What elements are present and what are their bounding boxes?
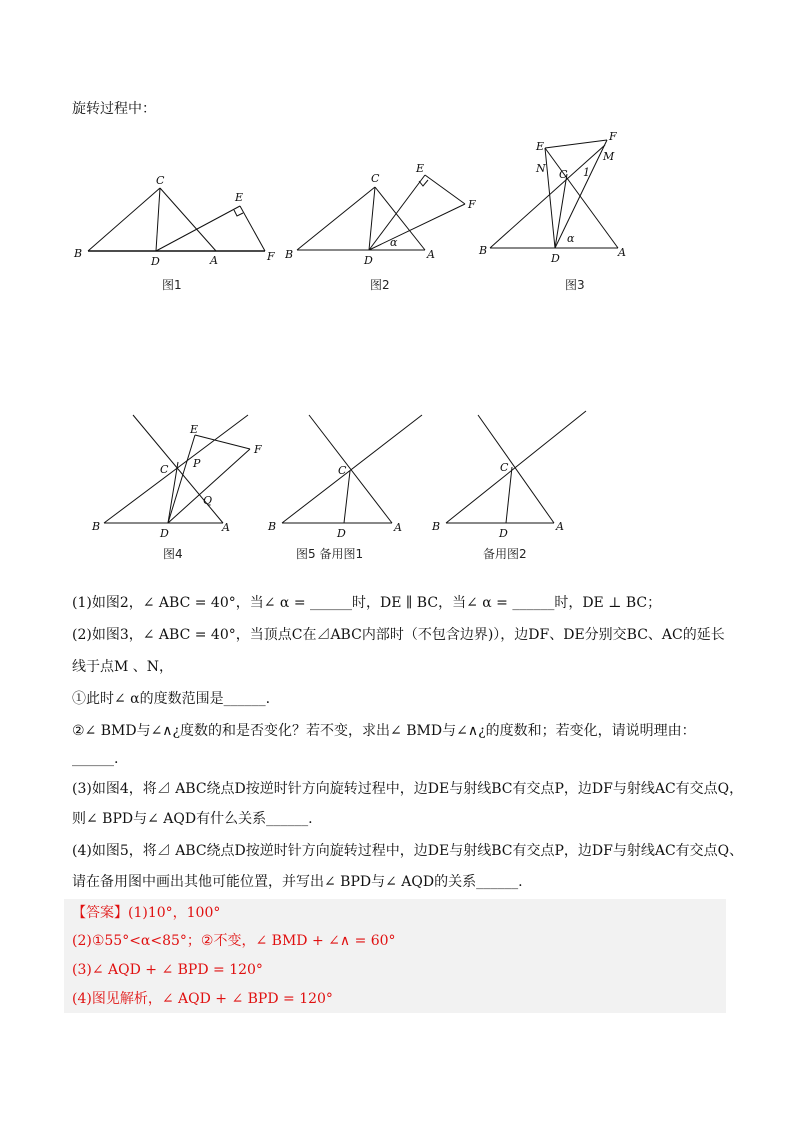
figure-5-caption: 图5 备用图1 bbox=[296, 547, 364, 561]
question-4-line-1: (4)如图5，将⊿ ABC绕点D按逆时针方向旋转过程中，边DE与射线BC有交点P，边DF与射线AC有交点Q、 bbox=[72, 843, 744, 859]
figure-1-caption: 图1 bbox=[162, 278, 182, 292]
label-d: D bbox=[151, 255, 160, 268]
question-3-line-1: (3)如图4，将⊿ ABC绕点D按逆时针方向旋转过程中，边DE与射线BC有交点P，边DF与射线AC有交点Q， bbox=[72, 781, 744, 797]
label-c: C bbox=[156, 174, 165, 187]
figure-backup-2-caption: 备用图2 bbox=[483, 547, 527, 561]
label-a: A bbox=[427, 248, 435, 261]
question-1: (1)如图2，∠ ABC = 40°，当∠ α = ______时，DE ∥ BC，当∠ α = ______时，DE ⊥ BC； bbox=[72, 595, 662, 611]
figure-4-caption: 图4 bbox=[163, 547, 183, 561]
question-3-line-2: 则∠ BPD与∠ AQD有什么关系______. bbox=[72, 811, 313, 827]
question-2-blank: ______. bbox=[72, 751, 119, 767]
label-b: B bbox=[268, 520, 277, 533]
label-e: E bbox=[235, 191, 244, 204]
answer-1-line bbox=[72, 902, 220, 924]
label-e: E bbox=[536, 140, 545, 153]
intro-text: 旋转过程中： bbox=[72, 101, 156, 117]
label-alpha: α bbox=[567, 232, 575, 245]
label-a: A bbox=[556, 520, 564, 533]
label-n: N bbox=[536, 162, 546, 175]
answer-2: (2)①55°<α<85°；②不变，∠ BMD + ∠∧ = 60° bbox=[72, 933, 396, 949]
figure-backup-2 bbox=[426, 405, 591, 540]
label-c: C bbox=[371, 172, 380, 185]
question-2-sub-2: ②∠ BMD与∠∧¿度数的和是否变化？若不变，求出∠ BMD与∠∧¿的度数和；若变化，请说明理由： bbox=[72, 723, 696, 739]
figure-2-caption: 图2 bbox=[370, 278, 390, 292]
label-c: C bbox=[559, 168, 568, 181]
figure-4 bbox=[88, 405, 273, 540]
label-f: F bbox=[267, 250, 275, 263]
label-c: C bbox=[500, 461, 509, 474]
answer-3: (3)∠ AQD + ∠ BPD = 120° bbox=[72, 962, 263, 978]
label-a: A bbox=[222, 521, 230, 534]
figure-1 bbox=[70, 170, 285, 270]
answer-label: 【答案】 bbox=[72, 905, 128, 921]
label-m: M bbox=[603, 150, 615, 163]
label-e: E bbox=[190, 423, 199, 436]
answer-4: (4)图见解析，∠ AQD + ∠ BPD = 120° bbox=[72, 991, 333, 1007]
label-f: F bbox=[468, 198, 476, 211]
question-2-line-1: (2)如图3，∠ ABC = 40°，当顶点C在⊿ABC内部时（不包含边界)），边DF、DE分别交BC、AC的延长 bbox=[72, 627, 725, 643]
label-a: A bbox=[618, 246, 626, 259]
label-d: D bbox=[337, 527, 346, 540]
label-c: C bbox=[160, 463, 169, 476]
figure-3-caption: 图3 bbox=[565, 278, 585, 292]
label-d: D bbox=[551, 252, 560, 265]
label-b: B bbox=[92, 520, 101, 533]
label-c: C bbox=[338, 464, 347, 477]
label-p: P bbox=[193, 457, 201, 470]
question-2-line-2: 线于点M 、N， bbox=[72, 659, 174, 675]
answer-1: (1)10°，100° bbox=[128, 905, 221, 921]
label-a: A bbox=[394, 521, 402, 534]
label-b: B bbox=[74, 247, 83, 260]
question-2-sub-1: ①此时∠ α的度数范围是______. bbox=[72, 691, 271, 707]
label-d: D bbox=[160, 527, 169, 540]
label-f: F bbox=[254, 443, 262, 456]
label-e: E bbox=[416, 162, 425, 175]
label-alpha: α bbox=[390, 236, 398, 249]
label-b: B bbox=[479, 244, 488, 257]
figure-5 bbox=[262, 405, 427, 540]
label-b: B bbox=[285, 248, 294, 261]
figure-2 bbox=[285, 160, 488, 270]
label-q: Q bbox=[203, 494, 213, 507]
label-a: A bbox=[210, 254, 218, 267]
label-b: B bbox=[432, 520, 441, 533]
figure-3 bbox=[475, 128, 635, 268]
label-one: 1 bbox=[583, 166, 590, 179]
label-d: D bbox=[499, 527, 508, 540]
question-4-line-2: 请在备用图中画出其他可能位置，并写出∠ BPD与∠ AQD的关系______. bbox=[72, 874, 523, 890]
label-f: F bbox=[609, 130, 617, 143]
label-d: D bbox=[364, 254, 373, 267]
